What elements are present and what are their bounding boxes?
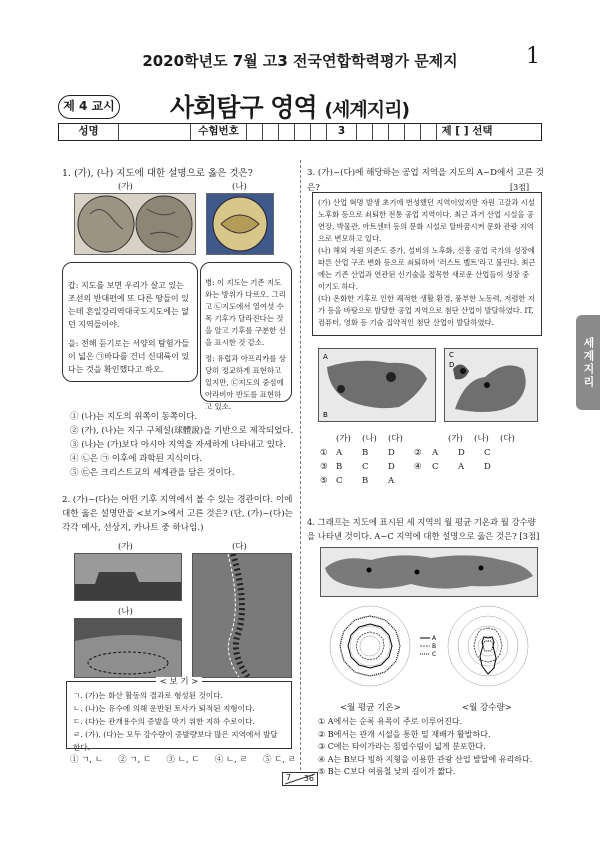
exam-no-label: 수험번호 <box>191 124 247 140</box>
q2-bogi-box <box>66 677 292 752</box>
th-da-2: (다) <box>500 434 515 444</box>
cell: B <box>362 476 369 486</box>
legend-b: B <box>432 643 437 650</box>
q3-item-ga: (가) 산업 혁명 발생 초기에 번성했던 지역이었지만 자원 고갈과 시설 노후화 등으로 쇠퇴한 전통 공업 지역이다. 최근 과거 산업 시설을 공연장, 박물관, 아트센터 등의 문화 시설로 탈바꿈시켜 문화 관광 지역으로 변모하고 있다. <box>318 198 535 243</box>
q4-options <box>318 716 546 779</box>
digit-box[interactable] <box>247 124 263 140</box>
q1-speech-left <box>62 262 198 382</box>
row-num[interactable]: ① <box>320 448 328 458</box>
footer-total: 36 <box>303 774 314 783</box>
bogi-item-3: ㄷ. (다)는 관개용수의 증발을 막기 위한 지하 수로이다. <box>73 717 255 726</box>
q1-option-1[interactable]: ① (나)는 지도의 위쪽이 동쪽이다. <box>70 412 198 422</box>
exam-title: 2020학년도 7월 고3 전국연합학력평가 문제지 <box>142 52 458 70</box>
q2-label-c: (다) <box>232 542 247 552</box>
q2-option-2[interactable]: ② ㄱ, ㄷ <box>118 755 152 765</box>
q4-option-2[interactable]: ② B에서는 관개 시설을 통한 밀 재배가 활발하다. <box>318 729 491 739</box>
world-map <box>321 548 537 596</box>
q3-map-europe <box>444 348 538 422</box>
cell: A <box>458 462 465 472</box>
q2-option-3[interactable]: ③ ㄴ, ㄷ <box>166 755 200 765</box>
bogi-item-1: ㄱ. (가)는 화산 활동의 결과로 형성된 것이다. <box>73 691 223 700</box>
digit-box[interactable] <box>405 124 421 140</box>
cell: B <box>336 462 343 472</box>
th-ga-2: (가) <box>448 434 463 444</box>
cell: B <box>362 448 369 458</box>
q2-label-b: (나) <box>118 607 133 617</box>
row-num[interactable]: ② <box>414 448 422 458</box>
q2-photo-qanat <box>192 553 292 678</box>
q3-item-da: (다) 온화한 기후로 인한 쾌적한 생활 환경, 풍부한 노동력, 저렴한 지가 등을 바탕으로 발달한 공업 지역으로 첨단 산업이 발달하였다. IT, 컴퓨터, 영화 등 기술 집약적인 첨단 산업이 발달하였다. <box>318 294 535 327</box>
q3-points: [3점] <box>510 183 530 192</box>
north-america-map <box>319 349 435 421</box>
alluvial-fan-illustration <box>75 619 181 677</box>
th-na: (나) <box>362 434 377 444</box>
cell: C <box>336 476 343 486</box>
q4-caption-temp: <월 평균 기온> <box>340 703 401 713</box>
digit-box[interactable] <box>373 124 389 140</box>
digit-box[interactable] <box>263 124 279 140</box>
cell: D <box>484 462 491 472</box>
q4-world-map <box>320 547 538 597</box>
th-ga: (가) <box>336 434 351 444</box>
cell: D <box>388 448 395 458</box>
row-num[interactable]: ⑤ <box>320 476 328 486</box>
th-na-2: (나) <box>474 434 489 444</box>
q1-map-b <box>206 193 274 255</box>
q2-photo-alluvial-fan <box>74 618 182 678</box>
temp-radar <box>330 606 410 686</box>
bogi-title: < 보 기 > <box>156 677 203 687</box>
q3-map-north-america <box>318 348 436 422</box>
q2-option-1[interactable]: ① ㄱ, ㄴ <box>70 755 104 765</box>
choice-label: 제 [ ] 선택 <box>441 125 493 137</box>
q1-options <box>70 410 295 480</box>
q3-row-pair-2 <box>320 460 540 474</box>
footer-current: 7 <box>286 773 292 782</box>
q1-option-5[interactable]: ⑤ ㉢은 크리스트교의 세계관을 담은 것이다. <box>70 468 235 478</box>
period-badge: 제 4 교시 <box>58 95 120 119</box>
q3-stem: 3. (가)~(다)에 해당하는 공업 지역을 지도의 A~D에서 고른 것은? <box>307 168 544 193</box>
cell: C <box>432 462 439 472</box>
map-label-d: D <box>449 361 455 369</box>
bogi-item-2: ㄴ. (나)는 유수에 의해 운반된 토사가 퇴적된 지형이다. <box>73 704 255 713</box>
digit-box[interactable] <box>295 124 311 140</box>
europe-map <box>445 349 537 421</box>
th-da: (다) <box>388 434 403 444</box>
subject-name: 사회탐구 영역 <box>170 93 317 122</box>
digit-box[interactable] <box>311 124 327 140</box>
q4-option-1[interactable]: ① A에서는 순록 유목이 주로 이루어진다. <box>318 717 463 726</box>
q4-stem: 4. 그래프는 지도에 표시된 세 지역의 월 평균 기온과 월 강수량을 나타낸 것이다. A~C 지역에 대한 설명으로 옳은 것은? [3점] <box>307 517 540 541</box>
mesa-illustration <box>75 554 181 600</box>
cell: C <box>362 462 369 472</box>
q2-option-5[interactable]: ⑤ ㄷ, ㄹ <box>262 755 296 765</box>
side-tab: 세계지리 <box>576 315 600 410</box>
digit-box[interactable] <box>357 124 373 140</box>
q2-stem: 2. (가)~(다)는 어떤 기후 지역에서 볼 수 있는 경관이다. 이에 대한 옳은 설명만을 <보기>에서 고른 것은? (단, (가)~(다)는 각각 메사, 선상지, 카나트 중 하나임.) <box>62 495 293 533</box>
q2-photo-mesa <box>74 553 182 601</box>
cell: D <box>458 448 465 458</box>
speech-jeong: 정: 유럽과 아프리카를 상당히 정교하게 표현하고 있지만, ㉢지도의 중심에 아라비아 반도를 표현하고 있소. <box>205 354 286 411</box>
digit-fixed: 3 <box>327 124 357 140</box>
q3-row-5 <box>320 474 540 488</box>
column-divider <box>300 160 301 770</box>
q1-map-a <box>74 193 196 255</box>
q1-option-3[interactable]: ③ (나)는 (가)보다 아시아 지역을 자세하게 나타내고 있다. <box>70 440 286 450</box>
cell: D <box>388 462 395 472</box>
map-label-a: A <box>323 353 328 361</box>
q4-option-4[interactable]: ④ A는 B보다 빙하 지형을 이용한 관광 산업 발달에 유리하다. <box>318 754 533 764</box>
q2-label-a: (가) <box>118 542 133 552</box>
q1-stem: 1. (가), (나) 지도에 대한 설명으로 옳은 것은? <box>62 168 253 179</box>
legend-a: A <box>432 635 437 642</box>
map-label-b: B <box>323 411 328 419</box>
cell: C <box>484 448 491 458</box>
cell: A <box>388 476 395 486</box>
q2-option-4[interactable]: ④ ㄴ, ㄹ <box>214 755 248 765</box>
subject-title <box>170 88 409 124</box>
digit-box[interactable] <box>279 124 295 140</box>
q3-table-head <box>320 432 540 446</box>
row-num[interactable]: ③ <box>320 462 328 472</box>
q1-option-4[interactable]: ④ ㉡은 ㉠ 이후에 과학된 지식이다. <box>70 454 203 464</box>
page-number: 1 <box>526 44 540 69</box>
legend-c: C <box>432 651 437 658</box>
qanat-illustration <box>193 554 291 677</box>
world-map-illustration-a <box>75 194 195 254</box>
q1-label-b: (나) <box>232 182 247 192</box>
q4-option-5[interactable]: ⑤ B는 C보다 여름철 낮의 길이가 짧다. <box>318 767 456 776</box>
page-footer <box>282 772 318 786</box>
q4-radar-charts <box>320 600 538 702</box>
q1-speech-right <box>200 262 292 411</box>
map-label-c: C <box>449 351 454 359</box>
q1-option-2[interactable]: ② (가), (나)는 지구 구체설(球體說)을 기반으로 제작되었다. <box>70 426 294 436</box>
speech-gap: 갑: 지도를 보면 우리가 살고 있는 조선의 반대편에 또 다른 땅들이 있는데 혼일강리역대국도지도에는 없던 지역들이야. <box>68 281 190 329</box>
digit-box[interactable] <box>389 124 405 140</box>
q3-passage-box <box>312 192 542 336</box>
info-row <box>58 123 542 141</box>
cell: A <box>336 448 343 458</box>
speech-byeong: 병: 이 지도는 기존 지도와는 방위가 다르오. 그리고 ㉡지도에서 열여섯 수목 기후가 달라진다는 것을 알고 기후를 구분한 선을 표시한 것 같소. <box>205 278 286 347</box>
name-label: 성명 <box>59 124 119 140</box>
q4-option-3[interactable]: ③ C에는 타이가라는 침엽수림이 넓게 분포한다. <box>318 742 486 751</box>
q2-options <box>70 753 296 767</box>
digit-box[interactable] <box>421 124 437 140</box>
q4-caption-precip: <월 강수량> <box>462 703 512 713</box>
q3-row-pair-1 <box>320 446 540 460</box>
precip-radar <box>448 606 528 686</box>
radar-charts-svg <box>320 600 538 702</box>
name-field[interactable] <box>119 124 191 140</box>
speech-eul: 을: 전해 듣기로는 서양의 탐험가들이 넓은 ㉠바다를 건너 신대륙이 있다는 것을 확인했다고 하오. <box>68 339 190 374</box>
q1-label-a: (가) <box>118 182 133 192</box>
bogi-item-4: ㄹ. (가), (다)는 모두 강수량이 증발량보다 많은 지역에서 발달한다. <box>73 730 278 752</box>
cell: A <box>432 448 439 458</box>
subject-sub: (세계지리) <box>324 99 410 121</box>
q3-item-na: (나) 해외 자원 의존도 증가, 설비의 노후화, 신흥 공업 국가의 성장에 따른 산업 구조 변화 등으로 쇠퇴하여 '러스트 벨트'라고 불린다. 최근에는 기존 산업과 연관된 신기술을 접목한 새로운 산업들이 성장 중이기도 하다. <box>318 246 536 291</box>
row-num[interactable]: ④ <box>414 462 422 472</box>
world-map-illustration-b <box>207 194 273 254</box>
q3-answer-table <box>320 432 540 488</box>
